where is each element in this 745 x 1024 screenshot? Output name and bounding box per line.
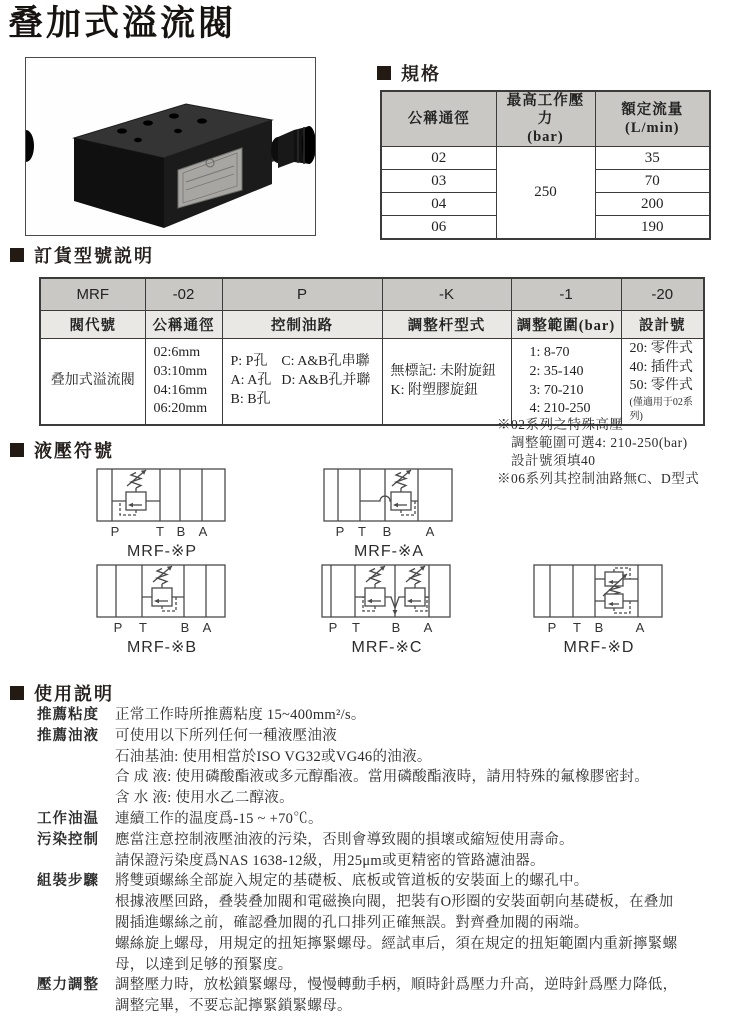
diagram-name: MRF-※P bbox=[126, 543, 198, 560]
svg-text:B: B bbox=[382, 524, 392, 539]
svg-text:P: P bbox=[335, 524, 345, 539]
section-heading-ordering bbox=[10, 242, 154, 268]
usage-item-assembly: 組裝步驟 將雙頭螺絲全部旋入規定的基礎板、底板或管道板的安裝面上的螺孔中。 根據液壓回路，叠裝叠加閥和電磁換向閥，把裝有O形圈的安裝面朝向基礎板，在叠加 閥插進螺絲之前，確認叠加閥的孔口排列正確無誤。對齊叠加閥的兩端。 螺絲旋上螺母，用規定的扭矩擰緊螺母。經試車后，須在規定的扭矩範圍内重新擰緊螺 母，以達到足够的預緊度。 bbox=[37, 873, 678, 973]
svg-text:B: B bbox=[391, 620, 401, 635]
page-title: 叠加式溢流閥 bbox=[8, 4, 237, 43]
table-row: 06 190 bbox=[381, 216, 710, 240]
usage-instructions bbox=[37, 705, 742, 1017]
valve-photo-illustration bbox=[26, 58, 315, 235]
svg-text:T: T bbox=[358, 524, 366, 539]
svg-text:T: T bbox=[573, 620, 581, 635]
table-row: 03 70 bbox=[381, 170, 710, 193]
specs-col-size: 公稱通徑 bbox=[381, 91, 496, 147]
svg-text:P: P bbox=[113, 620, 123, 635]
svg-text:A: A bbox=[202, 620, 212, 635]
section-heading-ordering-label: 訂貨型號説明 bbox=[34, 246, 154, 266]
section-heading-usage-label: 使用説明 bbox=[34, 684, 114, 704]
svg-text:T: T bbox=[156, 524, 164, 539]
hydraulic-symbol-mrf-d bbox=[533, 564, 665, 657]
diagram-name: MRF-※C bbox=[351, 639, 423, 656]
circuit-cell: P: P孔 A: A孔 B: B孔 C: A&B孔串聯 D: A&B孔并聯 bbox=[222, 339, 382, 426]
svg-text:A: A bbox=[635, 620, 645, 635]
adjuster-cell: 無標記: 未附旋鈕 K: 附塑膠旋鈕 bbox=[382, 339, 511, 426]
pressure-value: 250 bbox=[496, 147, 595, 240]
usage-item-fluids: 推薦油液 可使用以下所列任何一種液壓油液 石油基油: 使用相當於ISO VG32或VG46的油液。 合 成 液: 使用磷酸酯液或多元醇酯液。當用磷酸酯液時，請用特殊的氟橡膠密封。 含 水 液: 使用水乙二醇液。 bbox=[37, 727, 650, 807]
usage-item-viscosity: 推薦粘度 正常工作時所推薦粘度 15~400mm²/s。 bbox=[37, 707, 366, 723]
square-bullet-icon bbox=[10, 443, 24, 457]
usage-item-temperature: 工作油温 連續工作的温度爲-15 ~ +70℃。 bbox=[37, 810, 323, 827]
hydraulic-symbol-mrf-p bbox=[96, 468, 228, 561]
svg-text:A: A bbox=[425, 524, 435, 539]
svg-text:B: B bbox=[594, 620, 604, 635]
ordering-body-row bbox=[40, 339, 704, 426]
section-heading-symbols bbox=[10, 437, 114, 463]
square-bullet-icon bbox=[10, 686, 24, 700]
table-row: 02 250 35 bbox=[381, 147, 710, 170]
range-cell: 1: 8-70 2: 35-140 3: 70-210 4: 210-250 bbox=[511, 339, 621, 426]
hydraulic-symbol-mrf-c bbox=[321, 564, 453, 657]
svg-text:A: A bbox=[198, 524, 208, 539]
valve-name-cell: 叠加式溢流閥 bbox=[40, 339, 145, 426]
svg-text:P: P bbox=[328, 620, 338, 635]
diagram-name: MRF-※B bbox=[126, 639, 198, 656]
diagram-name: MRF-※D bbox=[563, 639, 635, 656]
series-notes: ※02系列之特殊高壓 調整範圍可選4: 210-250(bar) 設計號須填40 ※06系列其控制油路無C、D型式 bbox=[497, 417, 700, 486]
specs-col-pressure: 最高工作壓力 (bar) bbox=[496, 91, 595, 147]
specs-table bbox=[380, 90, 711, 240]
specs-col-flow: 額定流量 (L/min) bbox=[595, 91, 710, 147]
svg-text:T: T bbox=[352, 620, 360, 635]
svg-text:P: P bbox=[110, 524, 120, 539]
ordering-label-row: 閥代號 公稱通徑 控制油路 調整杆型式 調整範圍(bar) 設計號 bbox=[40, 311, 704, 339]
svg-text:A: A bbox=[423, 620, 433, 635]
square-bullet-icon bbox=[10, 248, 24, 262]
usage-item-contamination: 污染控制 應當注意控制液壓油液的污染，否則會導致閥的損壞或縮短使用壽命。 請保證污染度爲NAS 1638-12級，用25μm或更精密的管路濾油器。 bbox=[37, 831, 574, 869]
design-cell: 20: 零件式 40: 插件式 50: 零件式 (僅適用于02系列) bbox=[621, 339, 704, 426]
hydraulic-symbol-mrf-a bbox=[323, 468, 455, 561]
ordering-code-row: MRF -02 P -K -1 -20 bbox=[40, 278, 704, 311]
svg-text:B: B bbox=[176, 524, 186, 539]
section-heading-usage bbox=[10, 680, 114, 706]
section-heading-symbols-label: 液壓符號 bbox=[34, 441, 114, 461]
svg-text:P: P bbox=[547, 620, 557, 635]
svg-text:T: T bbox=[139, 620, 147, 635]
table-row: 04 200 bbox=[381, 193, 710, 216]
design-note: (僅適用于02系列) bbox=[629, 397, 693, 422]
usage-item-pressure-adjust: 壓力調整 調整壓力時，放松鎖緊螺母，慢慢轉動手柄，順時針爲壓力升高，逆時針爲壓力降低， 調整完畢，不要忘記擰緊鎖緊螺母。 bbox=[37, 977, 678, 1015]
diagram-name: MRF-※A bbox=[353, 543, 425, 560]
sizes-cell: 02:6mm 03:10mm 04:16mm 06:20mm bbox=[145, 339, 222, 426]
product-photo bbox=[25, 57, 316, 236]
square-bullet-icon bbox=[377, 66, 391, 80]
section-heading-specs bbox=[377, 60, 441, 86]
svg-text:B: B bbox=[180, 620, 190, 635]
section-heading-specs-label: 規格 bbox=[401, 64, 441, 84]
ordering-table bbox=[39, 277, 705, 426]
hydraulic-symbol-mrf-b bbox=[96, 564, 228, 657]
